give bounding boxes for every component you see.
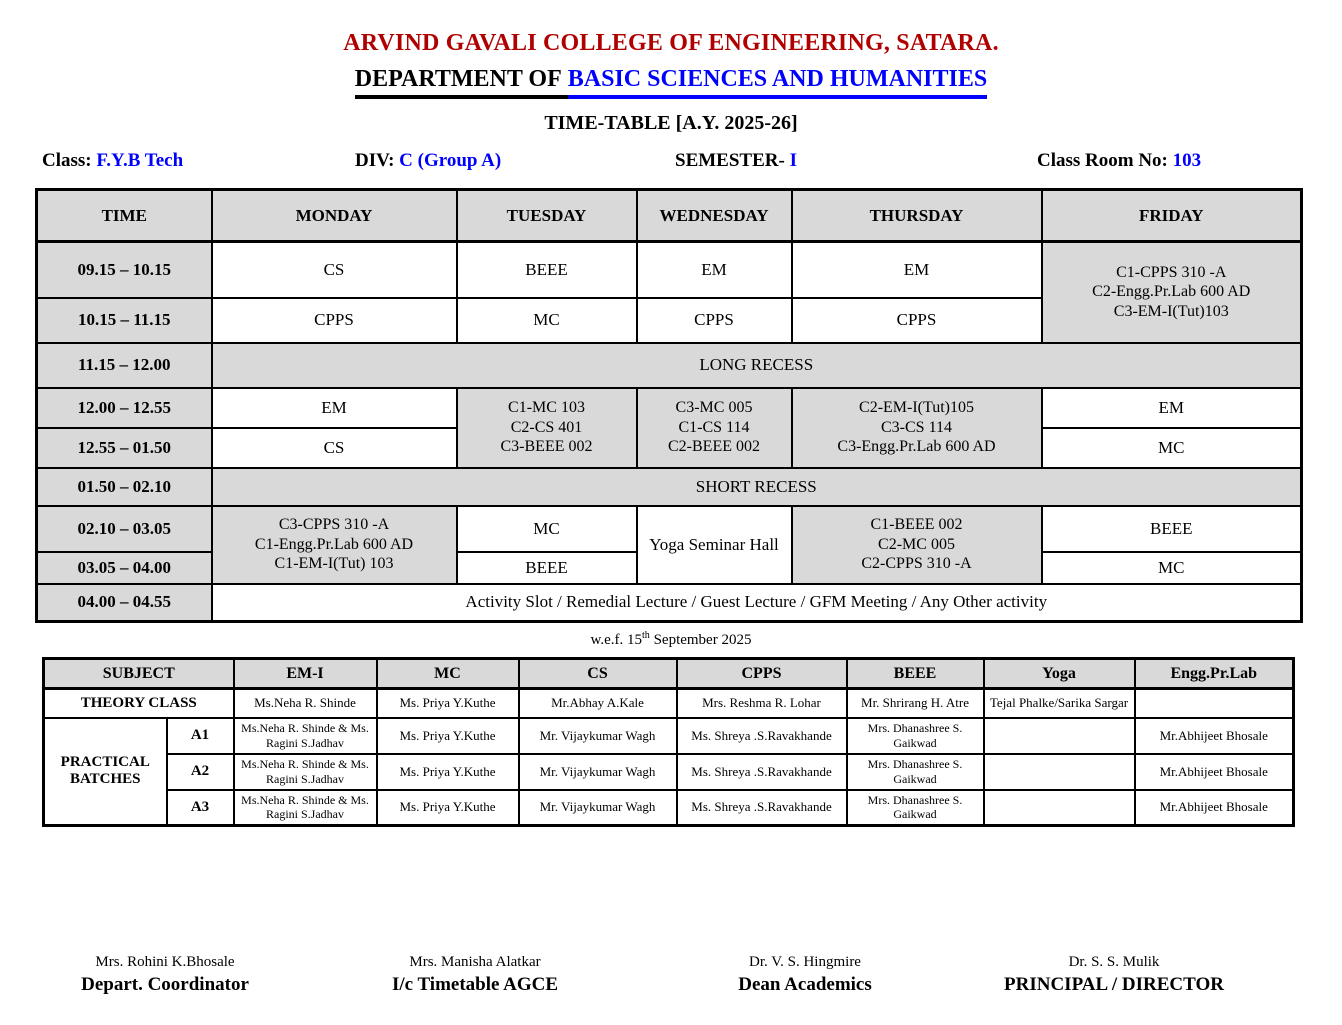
time-cell-1115: 11.15 – 12.00 [37,343,212,388]
signature-title: Dean Academics [738,974,872,995]
cell-wed-noon-line2: C1-CS 114 [678,418,750,436]
time-cell-1200: 12.00 – 12.55 [37,388,212,428]
cell-tue-0305: BEEE [457,552,637,584]
time-cell-0150: 01.50 – 02.10 [37,468,212,506]
batch-a3-em1: Ms.Neha R. Shinde & Ms. Ragini S.Jadhav [234,790,377,826]
info-class-value: F.Y.B Tech [96,150,184,171]
fac-header-cpps: CPPS [677,659,847,689]
department-prefix: DEPARTMENT OF [355,66,568,99]
class-info-row [0,150,1342,176]
tt-header-friday: FRIDAY [1042,190,1302,242]
cell-fri-morning-line3: C3-EM-I(Tut)103 [1113,303,1229,320]
batch-a2-label: A2 [167,754,234,790]
cell-wed-noon-line3: C2-BEEE 002 [668,438,760,456]
cell-fri-0305: MC [1042,552,1302,584]
row-short-recess [37,468,1302,506]
cell-thu-noon-line1: C2-EM-I(Tut)105 [859,399,974,417]
row-activity-slot [37,584,1302,622]
batch-a1-yoga [984,718,1135,754]
batch-a3-epl: Mr.Abhijeet Bhosale [1135,790,1294,826]
batch-a1-epl: Mr.Abhijeet Bhosale [1135,718,1294,754]
batch-a3-yoga [984,790,1135,826]
fac-header-em1: EM-I [234,659,377,689]
cell-mon-afternoon-block [212,506,457,584]
cell-fri-1255: MC [1042,428,1302,468]
timetable-header-row [37,190,1302,242]
theory-class-row [44,689,1294,718]
cell-mon-afternoon-line1: C3-CPPS 310 -A [278,516,390,534]
batch-a2-epl: Mr.Abhijeet Bhosale [1135,754,1294,790]
signature-title: PRINCIPAL / DIRECTOR [1004,974,1224,995]
batch-a1-cpps: Ms. Shreya .S.Ravakhande [677,718,847,754]
tt-header-thursday: THURSDAY [792,190,1042,242]
cell-thu-afternoon-block [792,506,1042,584]
faculty-table [42,657,1295,827]
wef-suffix: September 2025 [649,632,752,648]
time-cell-0210: 02.10 – 03.05 [37,506,212,552]
cell-wed-noon-line1: C3-MC 005 [675,399,753,417]
signature-depart-coordinator [81,954,249,996]
cell-tue-noon-block [457,388,637,468]
signature-title: I/c Timetable AGCE [391,974,559,995]
cell-tue-0210: MC [457,506,637,552]
cell-thu-1015: CPPS [792,298,1042,343]
info-classroom [1037,150,1201,172]
department-name: BASIC SCIENCES AND HUMANITIES [568,66,987,99]
theory-em1: Ms.Neha R. Shinde [234,689,377,718]
info-class [42,150,183,172]
cell-tue-noon-line1: C1-MC 103 [508,399,585,417]
time-cell-0305: 03.05 – 04.00 [37,552,212,584]
cell-mon-1255: CS [212,428,457,468]
theory-yoga: Tejal Phalke/Sarika Sargar [984,689,1135,718]
cell-thu-afternoon-line1: C1-BEEE 002 [870,516,963,534]
cell-wed-0915: EM [637,242,792,298]
cell-fri-morning-line1: C1-CPPS 310 -A [1116,263,1227,281]
batch-a2-yoga [984,754,1135,790]
row-long-recess [37,343,1302,388]
info-semester [675,150,797,172]
theory-beee: Mr. Shrirang H. Atre [847,689,984,718]
cell-wed-noon-block [637,388,792,468]
batch-a3-cs: Mr. Vijaykumar Wagh [519,790,677,826]
college-title: ARVIND GAVALI COLLEGE OF ENGINEERING, SATARA. [343,30,999,56]
signature-name: Mrs. Manisha Alatkar [409,954,541,970]
info-division [355,150,501,172]
batch-a3-label: A3 [167,790,234,826]
theory-mc: Ms. Priya Y.Kuthe [377,689,519,718]
short-recess-cell: SHORT RECESS [212,468,1302,506]
cell-thu-noon-line2: C3-CS 114 [881,418,952,436]
info-div-value: C (Group A) [399,150,502,171]
theory-cs: Mr.Abhay A.Kale [519,689,677,718]
cell-tue-noon-line3: C3-BEEE 002 [500,438,593,456]
signature-timetable-incharge [392,954,558,996]
fac-header-cs: CS [519,659,677,689]
batch-a2-cs: Mr. Vijaykumar Wagh [519,754,677,790]
info-semester-value: I [789,150,797,171]
info-room-label: Class Room No: [1037,150,1168,171]
signature-principal-director [1004,954,1224,996]
cell-fri-1200: EM [1042,388,1302,428]
practical-batches-label: PRACTICAL BATCHES [44,718,167,826]
cell-mon-0915: CS [212,242,457,298]
fac-header-beee: BEEE [847,659,984,689]
batch-a1-beee: Mrs. Dhanashree S. Gaikwad [847,718,984,754]
cell-mon-1200: EM [212,388,457,428]
batch-row-a1 [44,718,1294,754]
batch-a2-mc: Ms. Priya Y.Kuthe [377,754,519,790]
info-div-label: DIV: [355,150,395,171]
row-0210-0305 [37,506,1302,552]
cell-mon-afternoon-line3: C1-EM-I(Tut) 103 [274,555,394,573]
cell-thu-afternoon-line3: C2-CPPS 310 -A [861,555,972,573]
cell-mon-1015: CPPS [212,298,457,343]
batch-a2-cpps: Ms. Shreya .S.Ravakhande [677,754,847,790]
signature-dean-academics [738,954,872,996]
cell-wed-1015: CPPS [637,298,792,343]
batch-row-a2 [44,754,1294,790]
wef-line [0,630,1342,649]
long-recess-cell: LONG RECESS [212,343,1302,388]
cell-fri-morning-line2: C2-Engg.Pr.Lab 600 AD [1092,283,1251,301]
theory-class-label: THEORY CLASS [44,689,234,718]
row-0915-1015 [37,242,1302,298]
batch-a2-em1: Ms.Neha R. Shinde & Ms. Ragini S.Jadhav [234,754,377,790]
tt-header-tuesday: TUESDAY [457,190,637,242]
cell-tue-1015: MC [457,298,637,343]
cell-thu-0915: EM [792,242,1042,298]
signature-title: Depart. Coordinator [81,974,249,995]
cell-fri-morning-block [1042,242,1302,343]
info-room-value: 103 [1172,150,1202,171]
tt-header-time: TIME [37,190,212,242]
fac-header-mc: MC [377,659,519,689]
batch-a3-cpps: Ms. Shreya .S.Ravakhande [677,790,847,826]
batch-a1-em1: Ms.Neha R. Shinde & Ms. Ragini S.Jadhav [234,718,377,754]
time-cell-0400: 04.00 – 04.55 [37,584,212,622]
cell-tue-noon-line2: C2-CS 401 [510,418,583,436]
fac-header-epl: Engg.Pr.Lab [1135,659,1294,689]
batch-row-a3 [44,790,1294,826]
wef-ordinal: th [642,630,650,641]
time-cell-0915: 09.15 – 10.15 [37,242,212,298]
cell-thu-noon-block [792,388,1042,468]
batch-a1-label: A1 [167,718,234,754]
batch-a1-cs: Mr. Vijaykumar Wagh [519,718,677,754]
info-semester-label: SEMESTER- [675,150,785,171]
wef-prefix: w.e.f. 15 [590,632,643,648]
cell-thu-noon-line3: C3-Engg.Pr.Lab 600 AD [837,438,996,456]
cell-tue-0915: BEEE [457,242,637,298]
batch-a3-mc: Ms. Priya Y.Kuthe [377,790,519,826]
tt-header-monday: MONDAY [212,190,457,242]
theory-cpps: Mrs. Reshma R. Lohar [677,689,847,718]
timetable-heading: TIME-TABLE [A.Y. 2025-26] [544,112,798,134]
row-1200-1255 [37,388,1302,428]
signature-name: Mrs. Rohini K.Bhosale [95,954,235,970]
time-cell-1255: 12.55 – 01.50 [37,428,212,468]
department-title [0,66,1342,99]
info-class-label: Class: [42,150,92,171]
cell-fri-0210: BEEE [1042,506,1302,552]
fac-header-yoga: Yoga [984,659,1135,689]
tt-header-wednesday: WEDNESDAY [637,190,792,242]
cell-thu-afternoon-line2: C2-MC 005 [878,535,955,553]
fac-header-subject: SUBJECT [44,659,234,689]
batch-a1-mc: Ms. Priya Y.Kuthe [377,718,519,754]
cell-mon-afternoon-line2: C1-Engg.Pr.Lab 600 AD [254,535,414,553]
activity-slot-cell: Activity Slot / Remedial Lecture / Guest Lecture / GFM Meeting / Any Other activity [212,584,1302,622]
time-cell-1015: 10.15 – 11.15 [37,298,212,343]
signature-name: Dr. S. S. Mulik [1068,954,1160,970]
signature-name: Dr. V. S. Hingmire [749,954,861,970]
batch-a2-beee: Mrs. Dhanashree S. Gaikwad [847,754,984,790]
faculty-header-row [44,659,1294,689]
batch-a3-beee: Mrs. Dhanashree S. Gaikwad [847,790,984,826]
theory-epl [1135,689,1294,718]
cell-wed-afternoon-block: Yoga Seminar Hall [637,506,792,584]
timetable-grid [35,188,1303,623]
